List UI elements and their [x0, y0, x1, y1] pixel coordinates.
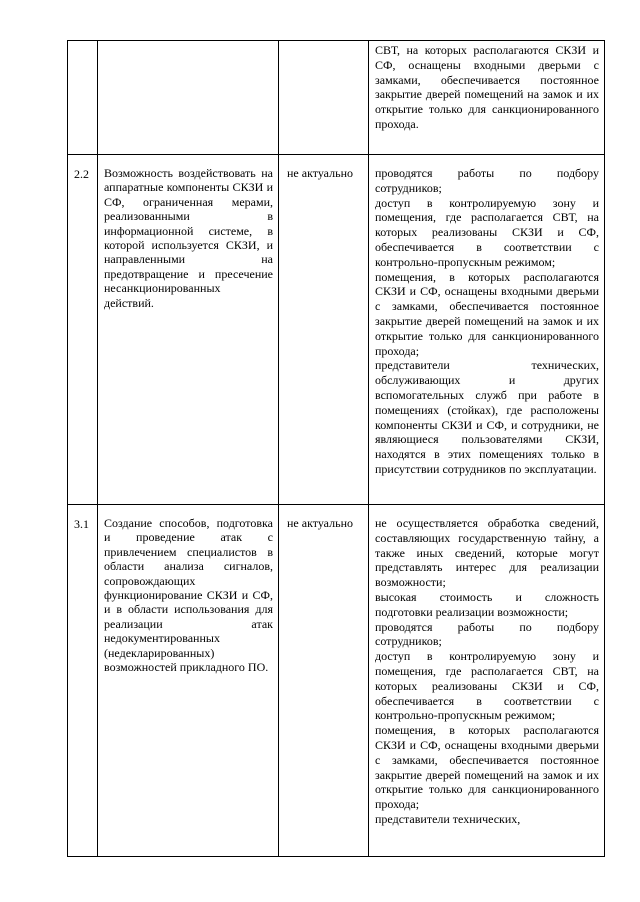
- threats-table: [67, 40, 605, 857]
- justification-item: представители технических, обслуживающих и других вспомогательных служб при работе в помещениях (стойках), где расположены компоненты СКЗИ и СФ, и сотрудники, не являющиеся пользователями СКЗИ, находятся в этих помещениях только в присутствии сотрудников по эксплуатации.: [375, 358, 599, 476]
- justification-cell: [369, 505, 605, 857]
- row-number: 2.2: [68, 155, 98, 505]
- justification-item: помещения, в которых располагаются СКЗИ и СФ, оснащены входными дверьми с замками, обеспечивается постоянное закрытие дверей помещений на замок и их открытие только для санкционированного прохода;: [375, 269, 599, 358]
- justification-item: проводятся работы по подбору сотрудников;: [375, 619, 599, 649]
- row-number: [68, 41, 98, 155]
- justification-item: помещения, в которых располагаются СКЗИ и СФ, оснащены входными дверьми с замками, обеспечивается постоянное закрытие дверей помещений на замок и их открытие только для санкционированного прохода;: [375, 723, 599, 812]
- row-number: 3.1: [68, 505, 98, 857]
- relevance-status: [279, 41, 369, 155]
- relevance-status: не актуально: [279, 155, 369, 505]
- table-row: [68, 41, 605, 155]
- table-row: [68, 155, 605, 505]
- justification-item: представители технических,: [375, 811, 521, 826]
- justification-item: доступ в контролируемую зону и помещения, где располагается СВТ, на которых реализованы СКЗИ и СФ, обеспечивается в соответствии с контрольно-пропускным режимом;: [375, 195, 599, 269]
- relevance-status: не актуально: [279, 505, 369, 857]
- justification-item: не осуществляется обработка сведений, составляющих государственную тайну, а также иных сведений, которые могут представлять интерес для реализации возможности;: [375, 516, 599, 590]
- justification-item: проводятся работы по подбору сотрудников;: [375, 166, 599, 195]
- justification-item: доступ в контролируемую зону и помещения, где располагается СВТ, на которых реализованы СКЗИ и СФ, обеспечивается в соответствии с контрольно-пропускным режимом;: [375, 649, 599, 723]
- justification-item: высокая стоимость и сложность подготовки реализации возможности;: [375, 589, 599, 619]
- table-row: [68, 505, 605, 857]
- justification-cell: [369, 41, 605, 155]
- justification-item: СВТ, на которых располагаются СКЗИ и СФ, оснащены входными дверьми с замками, обеспечивается постоянное закрытие дверей помещений на замок и их открытие только для санкционированного прохода.: [375, 43, 599, 131]
- threat-description: [98, 41, 279, 155]
- threat-description: Возможность воздействовать на аппаратные компоненты СКЗИ и СФ, ограниченная мерами, реализованными в информационной системе, в которой используется СКЗИ, и направленными на предотвращение и пресечение несанкционированных действий.: [98, 155, 279, 505]
- justification-cell: [369, 155, 605, 505]
- threat-description: Создание способов, подготовка и проведение атак с привлечением специалистов в области анализа сигналов, сопровождающих функционирование СКЗИ и СФ, и в области использования для реализации атак недокументированных (недекларированных) возможностей прикладного ПО.: [98, 505, 279, 857]
